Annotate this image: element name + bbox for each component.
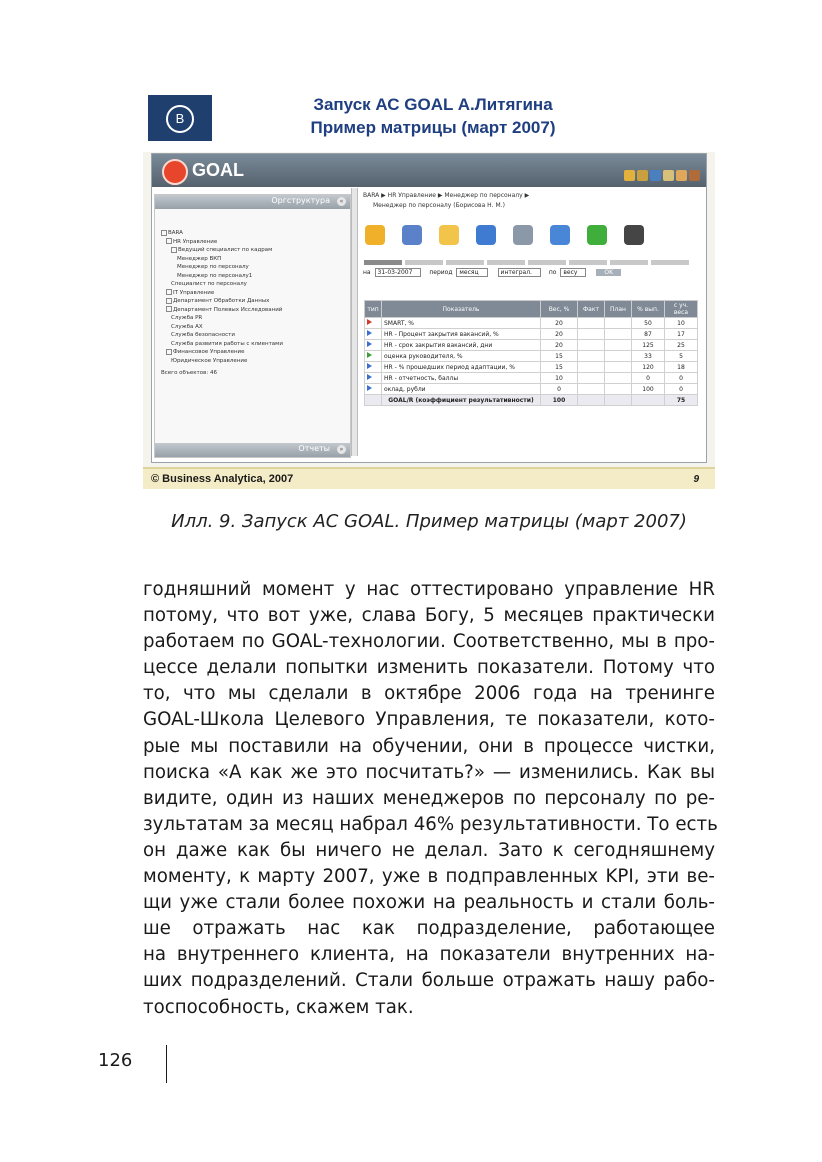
- slide-header: [143, 87, 715, 152]
- text-line: работаем по GOAL-технологии. Соответственно, мы в про-: [143, 631, 715, 653]
- text-line: моменту, к марту 2007, уже в подправленных KPI, эти ве-: [143, 866, 715, 888]
- toolbar-icon[interactable]: [689, 170, 700, 181]
- tree-item[interactable]: Менеджер по персоналу1: [177, 272, 253, 279]
- tree-item[interactable]: HR Управление: [161, 238, 350, 247]
- figure-caption: Илл. 9. Запуск АС GOAL. Пример матрицы (март 2007): [171, 511, 687, 532]
- toolbar-icon[interactable]: [650, 170, 661, 181]
- slide-title-line1: Запуск АС GOAL А.Литягина: [313, 95, 553, 114]
- tab[interactable]: [487, 260, 525, 265]
- col-weight[interactable]: Вес, %: [541, 301, 578, 318]
- col-plan[interactable]: План: [605, 301, 632, 318]
- kpi-matrix-table: [364, 300, 698, 406]
- text-line: годняшний момент у нас оттестировано управление HR: [143, 579, 715, 600]
- table-row[interactable]: HR - отчетность, баллы 10 0 0: [365, 373, 698, 384]
- page-number: 126: [98, 1050, 133, 1071]
- goal-logo-icon: [162, 159, 188, 185]
- users-icon[interactable]: [513, 225, 533, 245]
- breadcrumb[interactable]: BARA ▶ HR Управление ▶ Менеджер по персоналу ▶: [363, 192, 530, 199]
- tree-item[interactable]: IT Управление: [161, 289, 350, 298]
- slide-footer: [143, 467, 715, 489]
- blue-marker-icon: [367, 341, 372, 347]
- tree-item[interactable]: Специалист по персоналу: [171, 281, 247, 287]
- tree-item[interactable]: Ведущий специалист по кадрам: [161, 246, 350, 255]
- red-marker-icon: [367, 319, 372, 325]
- collapse-icon[interactable]: «: [337, 197, 346, 206]
- text-line: цессе делали попытки изменить показатели. Потому что: [143, 657, 715, 679]
- date-prefix: на: [363, 269, 371, 276]
- table-row[interactable]: SMART, % 20 50 10: [365, 318, 698, 329]
- col-type[interactable]: тип: [365, 301, 382, 318]
- tree-item[interactable]: Департамент Обработки Данных: [161, 297, 350, 306]
- app-brand: GOAL: [192, 160, 244, 180]
- tab[interactable]: [569, 260, 607, 265]
- col-weighted[interactable]: с уч. веса: [665, 301, 698, 318]
- document-icon[interactable]: [402, 225, 422, 245]
- blue-marker-icon: [367, 374, 372, 380]
- tree-item[interactable]: Менеджер по персоналу: [177, 264, 249, 270]
- mode-select[interactable]: интеграл.: [498, 268, 541, 277]
- tree-item[interactable]: Служба развития работы с клиентами: [171, 340, 283, 347]
- tree-item[interactable]: Менеджер ВКП: [177, 255, 222, 262]
- tab[interactable]: [528, 260, 566, 265]
- date-input[interactable]: 31-03-2007: [375, 268, 422, 277]
- org-structure-title: Оргструктура: [271, 196, 330, 205]
- app-title-bar: [152, 154, 706, 187]
- goal-app-screenshot: [151, 153, 707, 463]
- tab[interactable]: [651, 260, 689, 265]
- total-row: GOAL/R (коэффициент результативности) 100 75: [365, 395, 698, 406]
- body-paragraph: [143, 577, 718, 1021]
- text-line: то, что мы сделали в октябре 2006 года на тренинге: [143, 683, 715, 705]
- col-indicator[interactable]: Показатель: [382, 301, 541, 318]
- table-row[interactable]: оценка руководителя, % 15 33 5: [365, 351, 698, 362]
- money-icon[interactable]: [587, 225, 607, 245]
- table-header-row: [365, 301, 698, 318]
- green-marker-icon: [367, 352, 372, 358]
- text-line: потому, что вот уже, слава Богу, 5 месяцев практически: [143, 605, 715, 627]
- text-line: ше отражать нас как подразделение, работающее: [143, 918, 715, 940]
- blue-marker-icon: [367, 363, 372, 369]
- table-row[interactable]: HR - Процент закрытия вакансий, % 20 87 17: [365, 329, 698, 340]
- toolbar-icon[interactable]: [624, 170, 635, 181]
- org-structure-header: [155, 195, 350, 209]
- text-line: ших подразделений. Стали больше отражать нашу рабо-: [143, 970, 715, 992]
- filter-row: [363, 268, 621, 277]
- logo-mark: B: [166, 105, 194, 133]
- table-row[interactable]: HR - % прошедших период адаптации, % 15 120 18: [365, 362, 698, 373]
- text-line: тоспособность, скажем так.: [143, 996, 414, 1018]
- slide-title-line2: Пример матрицы (март 2007): [310, 118, 556, 137]
- person-label: Менеджер по персоналу (Борисова Н. М.): [373, 202, 505, 209]
- chart-icon[interactable]: [365, 225, 385, 245]
- text-line: GOAL-Школа Целевого Управления, те показатели, кото-: [143, 709, 715, 731]
- kpi-tabs: [364, 250, 697, 256]
- toolbar-icon[interactable]: [663, 170, 674, 181]
- footer-copyright: © Business Analytica, 2007: [151, 473, 294, 485]
- text-line: зультатам за месяц набрал 46% результативности. То есть: [143, 813, 718, 835]
- col-fact[interactable]: Факт: [578, 301, 605, 318]
- toolbar-icon[interactable]: [637, 170, 648, 181]
- toolbar-icons: [622, 166, 700, 185]
- tree-item[interactable]: Служба безопасности: [171, 332, 235, 338]
- text-line: на внутреннего клиента, на показатели внутренних на-: [143, 944, 715, 966]
- text-line: видите, один из наших менеджеров по персоналу по ре-: [143, 787, 715, 809]
- tree-item[interactable]: Финансовое Управление: [161, 348, 350, 357]
- org-tree: [155, 209, 350, 378]
- matrix-panel: [359, 190, 703, 458]
- sort-select[interactable]: весу: [560, 268, 586, 277]
- blue-marker-icon: [367, 385, 372, 391]
- folder-icon[interactable]: [439, 225, 459, 245]
- reports-title: Отчеты: [298, 444, 330, 453]
- tree-item[interactable]: Юридическое Управление: [171, 357, 248, 364]
- panel-splitter[interactable]: [351, 188, 358, 456]
- tree-item[interactable]: Служба АХ: [171, 323, 203, 330]
- by-label: по: [548, 269, 557, 276]
- table-row[interactable]: HR - срок закрытия вакансий, дни 20 125 25: [365, 340, 698, 351]
- ok-button[interactable]: OK: [596, 269, 621, 276]
- period-select[interactable]: месяц: [456, 268, 487, 277]
- tab[interactable]: [446, 260, 484, 265]
- edit-icon[interactable]: [476, 225, 496, 245]
- tree-item[interactable]: Департамент Полевых Исследований: [161, 306, 350, 315]
- graduation-icon[interactable]: [624, 225, 644, 245]
- slide-title: [233, 93, 633, 139]
- business-analytica-logo: [148, 95, 212, 141]
- period-label: период: [429, 269, 453, 276]
- org-structure-panel: [154, 194, 351, 458]
- tab[interactable]: [364, 260, 402, 265]
- kpi-toolbar: [365, 225, 695, 247]
- tree-item[interactable]: BARA: [161, 229, 350, 238]
- toolbar-icon[interactable]: [676, 170, 687, 181]
- objects-count: Всего объектов: 46: [161, 370, 217, 376]
- col-pct[interactable]: % вып.: [632, 301, 665, 318]
- text-line: поиска «А как же это посчитать?» — изменились. Как вы: [143, 761, 715, 783]
- footer-slide-number: 9: [693, 474, 699, 485]
- slide-figure: [143, 87, 715, 489]
- tab[interactable]: [610, 260, 648, 265]
- expand-icon[interactable]: »: [337, 445, 346, 454]
- calendar-icon[interactable]: [550, 225, 570, 245]
- page-number-rule: [166, 1045, 167, 1083]
- text-line: щи уже стали более похожи на реальность и стали боль-: [143, 892, 715, 914]
- table-row[interactable]: оклад, рубли 0 100 0: [365, 384, 698, 395]
- tree-item[interactable]: Служба PR: [171, 315, 203, 321]
- reports-header[interactable]: [155, 443, 350, 457]
- blue-marker-icon: [367, 330, 372, 336]
- text-line: рые мы поставили на обучении, они в процессе чистки,: [143, 735, 715, 757]
- text-line: он даже как бы ничего не делал. Зато к сегодняшнему: [143, 839, 715, 861]
- tab[interactable]: [405, 260, 443, 265]
